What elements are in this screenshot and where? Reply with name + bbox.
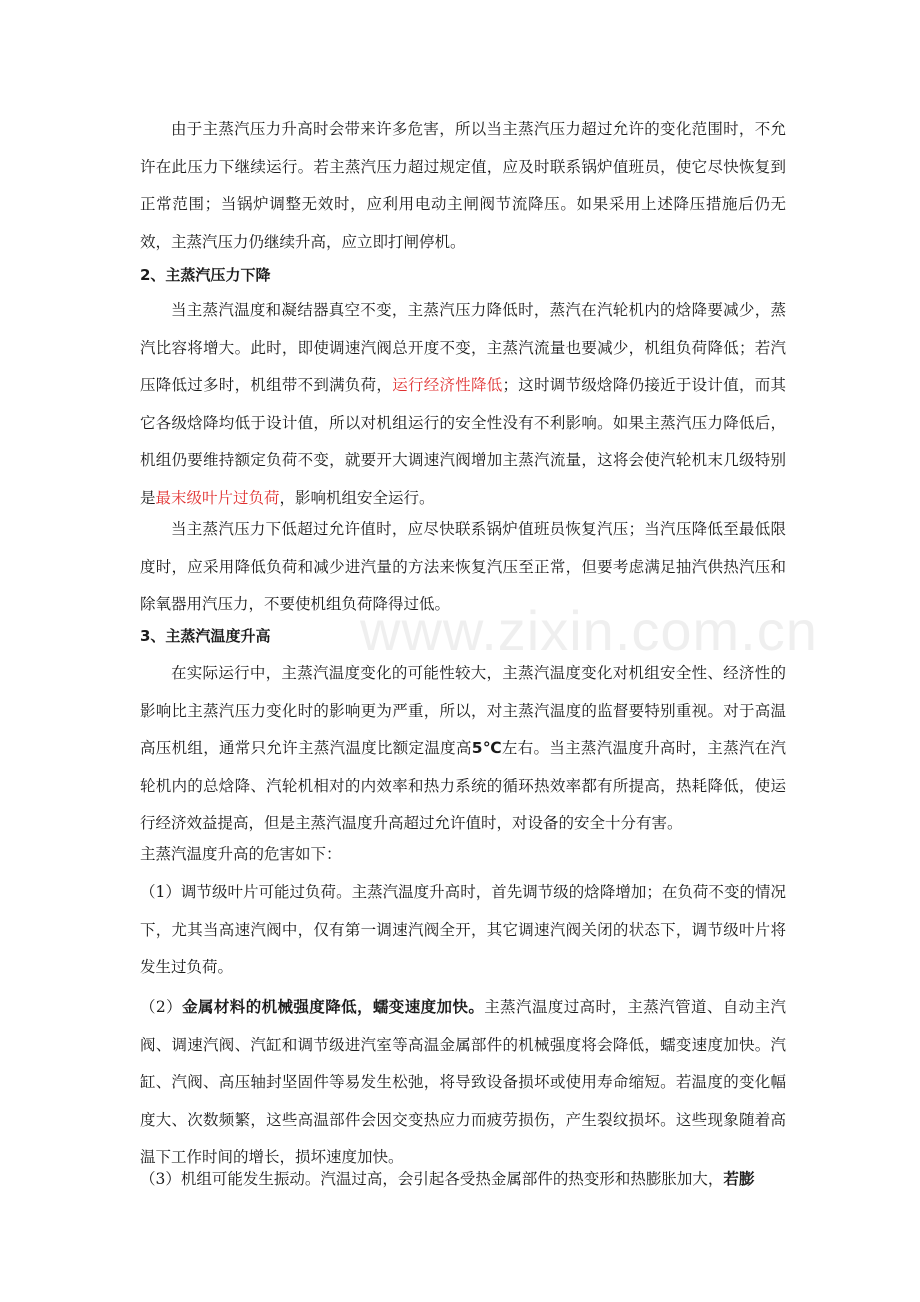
list-item-2	[140, 988, 786, 1177]
list-text: 机组可能发生振动。汽温过高，会引起各受热金属部件的热变形和热膨胀加大，	[180, 1170, 724, 1188]
list-item-1	[140, 874, 786, 987]
highlight-economy-drop: 运行经济性降低	[392, 376, 503, 394]
section-heading-pressure-drop: 2、主蒸汽压力下降	[140, 266, 271, 284]
list-item-3	[140, 1160, 786, 1199]
paragraph-hazards-intro: 主蒸汽温度升高的危害如下：	[140, 845, 342, 863]
temperature-limit: 5℃	[471, 739, 502, 757]
paragraph-pressure-drop-effects	[140, 292, 786, 517]
text-run: 左右。当主蒸汽温度升高时，主蒸汽在汽轮机内的总焓降、汽轮机相对的内效率和热力系统的循环热效率都有所提高，热耗降低，使运行经济效益提高，但是主蒸汽温度升高超过允许值时，对设备的安全十分有害。	[140, 739, 786, 832]
list-bold-tail: 若膨	[723, 1169, 755, 1188]
paragraph-pressure-rise: 由于主蒸汽压力升高时会带来许多危害，所以当主蒸汽压力超过允许的变化范围时，不允许在此压力下继续运行。若主蒸汽压力超过规定值，应及时联系锅炉值班员，使它尽快恢复到正常范围；当锅炉调整无效时，应利用电动主闸阀节流降压。如果采用上述降压措施后仍无效，主蒸汽压力仍继续升高，应立即打闸停机。	[140, 120, 786, 251]
watermark: www.zixin.com.cn	[360, 599, 818, 662]
text-run: ；这时调节级焓降仍接近于设计值，而其它各级焓降均低于设计值，所以对机组运行的安全性没有不利影响。如果主蒸汽压力降低后，机组仍要维持额定负荷不变，就要开大调速汽阀增加主蒸汽流量，这将会使汽轮机末几级特别是	[140, 376, 786, 507]
list-number: （3）	[140, 1170, 181, 1188]
paragraph-temperature-rise	[140, 655, 786, 843]
highlight-last-stage-overload: 最末级叶片过负荷	[155, 488, 280, 507]
list-number: （1）	[140, 883, 181, 901]
paragraph-pressure-drop-response: 当主蒸汽压力下低超过允许值时，应尽快联系锅炉值班员恢复汽压；当汽压降低至最低限度时，应采用降低负荷和减少进汽量的方法来恢复汽压至正常，但要考虑满足抽汽供热汽压和除氧器用汽压力，不要使机组负荷降得过低。	[140, 520, 786, 613]
text-run: 在实际运行中，主蒸汽温度变化的可能性较大，主蒸汽温度变化对机组安全性、经济性的影响比主蒸汽压力变化时的影响更为严重，所以，对主蒸汽温度的监督要特别重视。对于高温高压机组，通常只允许主蒸汽温度比额定温度高	[140, 664, 786, 757]
list-number: （2）	[140, 998, 183, 1016]
section-heading-temperature-rise: 3、主蒸汽温度升高	[140, 627, 271, 645]
text-run: 当主蒸汽温度和凝结器真空不变，主蒸汽压力降低时，蒸汽在汽轮机内的焓降要减少，蒸汽比容将增大。此时，即使调速汽阀总开度不变，主蒸汽流量也要减少，机组负荷降低；若汽压降低过多时，机组带不到满负荷，	[140, 301, 786, 394]
list-bold-lead: 金属材料的机械强度降低，蠕变速度加快。	[182, 997, 485, 1016]
text-run: ，影响机组安全运行。	[279, 488, 435, 507]
list-text: 主蒸汽温度过高时，主蒸汽管道、自动主汽阀、调速汽阀、汽缸和调节级进汽室等高温金属部件的机械强度将会降低，蠕变速度加快。汽缸、汽阀、高压轴封坚固件等易发生松弛，将导致设备损坏或使用寿命缩短。若温度的变化幅度大、次数频繁，这些高温部件会因交变热应力而疲劳损伤，产生裂纹损坏。这些现象随着高温下工作时间的增长，损坏速度加快。	[140, 998, 786, 1166]
list-text: 调节级叶片可能过负荷。主蒸汽温度升高时，首先调节级的焓降增加；在负荷不变的情况下，尤其当高速汽阀中，仅有第一调速汽阀全开，其它调速汽阀关闭的状态下，调节级叶片将发生过负荷。	[140, 883, 786, 976]
